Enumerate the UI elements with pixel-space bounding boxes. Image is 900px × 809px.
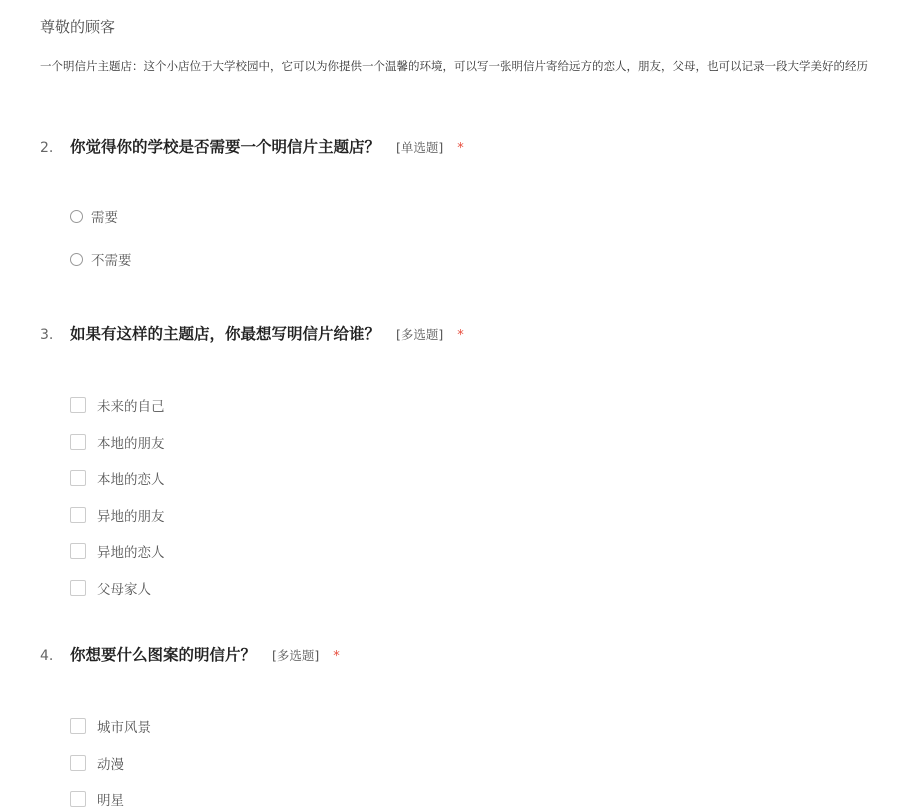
required-marker: * — [457, 328, 464, 343]
option-celebrity[interactable] — [70, 790, 151, 808]
required-marker: * — [457, 141, 464, 156]
option-city-scenery[interactable] — [70, 717, 151, 735]
question-3-options — [70, 396, 165, 597]
question-title: 你觉得你的学校是否需要一个明信片主题店？ — [70, 138, 381, 156]
option-label: 动漫 — [97, 756, 124, 773]
option-label: 本地的朋友 — [97, 435, 165, 452]
question-number: 4. — [40, 648, 54, 664]
option-local-friends[interactable] — [70, 433, 165, 451]
checkbox[interactable] — [70, 718, 86, 734]
question-4 — [40, 643, 900, 667]
question-header — [40, 322, 900, 346]
radio-button[interactable] — [70, 210, 83, 223]
option-label: 父母家人 — [97, 581, 151, 598]
checkbox[interactable] — [70, 470, 86, 486]
checkbox[interactable] — [70, 791, 86, 807]
question-4-options — [70, 717, 151, 808]
checkbox[interactable] — [70, 507, 86, 523]
question-type-tag: [多选题] — [396, 327, 444, 342]
question-type-tag: [单选题] — [396, 140, 444, 155]
checkbox[interactable] — [70, 434, 86, 450]
option-not-need[interactable] — [70, 250, 132, 268]
radio-button[interactable] — [70, 253, 83, 266]
intro-text: 一个明信片主题店：这个小店位于大学校园中，它可以为你提供一个温馨的环境，可以写一张明信片寄给远方的恋人，朋友，父母，也可以记录一段大学美好的经历 — [40, 59, 868, 73]
question-3 — [40, 322, 900, 346]
option-label: 未来的自己 — [97, 399, 165, 415]
question-number: 2. — [40, 140, 54, 156]
option-remote-friends[interactable] — [70, 506, 165, 524]
checkbox[interactable] — [70, 755, 86, 771]
checkbox[interactable] — [70, 543, 86, 559]
option-anime[interactable] — [70, 754, 151, 772]
option-label: 异地的恋人 — [97, 545, 165, 562]
question-type-tag: [多选题] — [272, 648, 320, 663]
question-header — [40, 643, 900, 667]
question-2-options — [70, 207, 132, 268]
option-local-lover[interactable] — [70, 469, 165, 487]
option-label: 明星 — [97, 793, 124, 809]
option-remote-lover[interactable] — [70, 542, 165, 560]
option-label: 本地的恋人 — [97, 472, 165, 489]
question-title: 如果有这样的主题店，你最想写明信片给谁？ — [70, 325, 381, 343]
option-label: 城市风景 — [97, 720, 151, 736]
option-label: 需要 — [91, 210, 118, 226]
greeting-text: 尊敬的顾客 — [40, 18, 116, 36]
question-header — [40, 135, 900, 159]
checkbox[interactable] — [70, 397, 86, 413]
option-need[interactable] — [70, 207, 132, 225]
option-parents-family[interactable] — [70, 579, 165, 597]
question-title: 你想要什么图案的明信片？ — [70, 646, 257, 664]
question-number: 3. — [40, 327, 54, 343]
question-2 — [40, 135, 900, 159]
option-future-self[interactable] — [70, 396, 165, 414]
option-label: 不需要 — [91, 253, 132, 269]
option-label: 异地的朋友 — [97, 508, 165, 525]
required-marker: * — [333, 649, 340, 664]
checkbox[interactable] — [70, 580, 86, 596]
